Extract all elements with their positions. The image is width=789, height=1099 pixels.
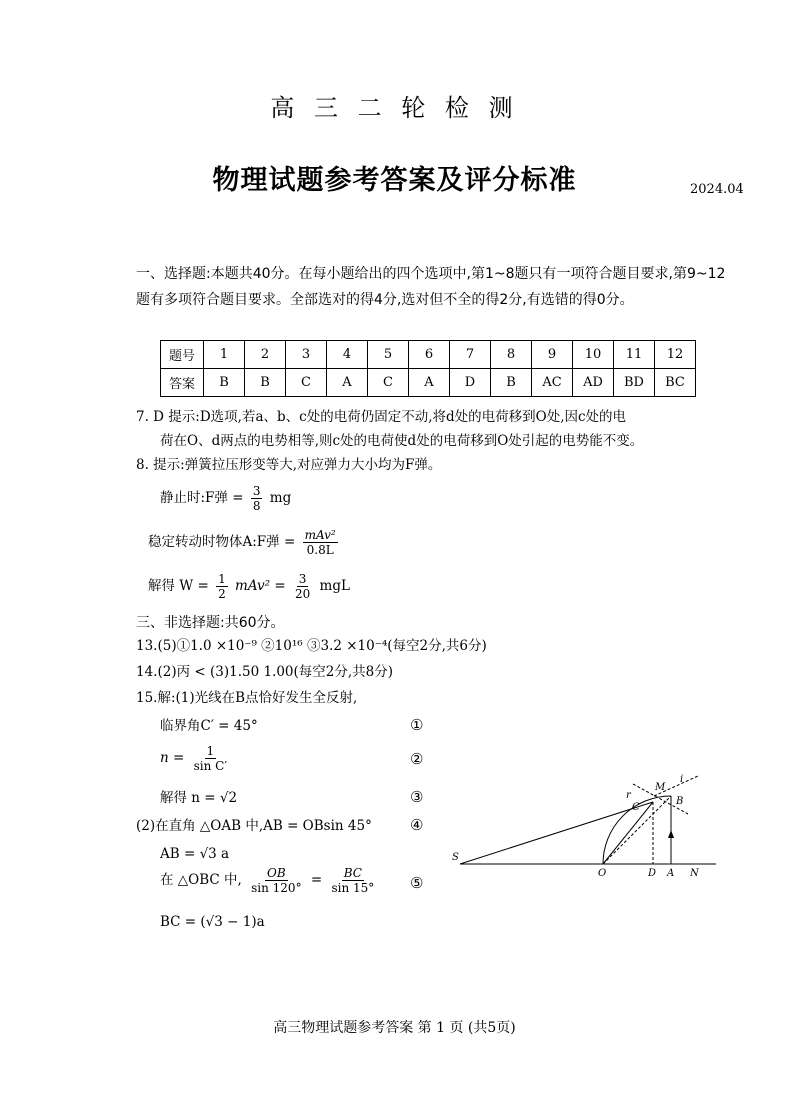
row-label-number: 题号	[161, 341, 204, 369]
fraction: $\frac{3}{20}$	[294, 572, 311, 601]
table-cell: AD	[573, 369, 614, 397]
table-cell: 2	[245, 341, 286, 369]
table-cell: 9	[532, 341, 573, 369]
q15-intro: 15.解:(1)光线在B点恰好发生全反射,	[136, 690, 358, 706]
mark-2: ②	[410, 750, 424, 768]
static-label: 静止时:F弹 =	[160, 490, 244, 506]
table-cell: C	[368, 369, 409, 397]
mark-1: ①	[410, 716, 424, 734]
fraction: $\frac{1}{2}$	[218, 572, 226, 601]
solution-mid: mAv² =	[235, 578, 286, 594]
q14-answer: 14.(2)丙 < (3)1.50 1.00(每空2分,共8分)	[136, 664, 394, 680]
fraction: $\frac{\text{mAv²}}{0.8L}$	[304, 528, 336, 557]
optics-diagram	[448, 770, 728, 882]
q7-line1: 7. D 提示:D选项,若a、b、c处的电荷仍固定不动,将d处的电荷移到O处,因c处的电	[136, 409, 627, 425]
q8-rotation-eq	[148, 528, 341, 557]
table-cell: D	[450, 369, 491, 397]
obc-law-of-sines: 在 △OBC 中, $\frac{OB}{\sin 120^\circ}$ = $\frac{BC}{\sin 15^\circ}$	[160, 866, 375, 895]
ab-value: AB = √3 a	[160, 846, 230, 862]
label-a: A	[667, 868, 675, 879]
q8-solution-eq	[148, 572, 350, 601]
refractive-index-eq: n = $\frac{1}{\text{sin C′}}$	[160, 744, 228, 773]
incident-ray	[460, 802, 653, 864]
label-b: B	[676, 796, 684, 807]
section1-intro: 一、选择题:本题共40分。在每小题给出的四个选项中,第1~8题只有一项符合题目要求,第9~12题有多项符合题目要求。全部选对的得4分,选对但不全的得2分,有选错的得0分。	[136, 266, 726, 308]
row-label-answer: 答案	[161, 369, 204, 397]
part2-ab-eq: (2)在直角 △OAB 中,AB = OBsin 45°	[136, 818, 372, 834]
q8-static-eq	[160, 484, 291, 513]
table-cell: A	[409, 369, 450, 397]
table-cell: 10	[573, 341, 614, 369]
fraction: $\frac{OB}{\sin 120^\circ}$	[251, 866, 302, 895]
table-cell: AC	[532, 369, 573, 397]
document-date: 2024.04	[690, 182, 744, 197]
table-cell: C	[286, 369, 327, 397]
fraction: $\frac{BC}{\sin 15^\circ}$	[331, 866, 375, 895]
label-o: O	[598, 868, 607, 879]
mark-3: ③	[410, 788, 424, 806]
label-c: C	[632, 802, 640, 813]
label-m: M	[655, 782, 666, 793]
table-cell: 1	[204, 341, 245, 369]
section3-title: 三、非选择题:共60分。	[136, 615, 285, 631]
q13-answer: 13.(5)①1.0 ×10⁻⁹ ②10¹⁶ ③3.2 ×10⁻⁴(每空2分,共6分)	[136, 638, 487, 654]
exam-title: 高 三 二 轮 检 测	[270, 94, 519, 122]
document-title: 物理试题参考答案及评分标准	[212, 165, 577, 196]
table-cell: BD	[614, 369, 655, 397]
fraction: $\frac{1}{\text{sin C′}}$	[193, 744, 228, 773]
label-s: S	[452, 852, 459, 863]
table-cell: 11	[614, 341, 655, 369]
rotation-label: 稳定转动时物体A:F弹 =	[148, 534, 296, 550]
table-cell: B	[204, 369, 245, 397]
static-unit: mg	[269, 490, 292, 506]
q7-line2: 荷在O、d两点的电势相等,则c处的电荷使d处的电荷移到O处引起的电势能不变。	[160, 433, 644, 449]
label-r: r	[626, 790, 631, 801]
table-cell: B	[491, 369, 532, 397]
solution-label: 解得 W =	[148, 578, 209, 594]
label-d: D	[648, 868, 657, 879]
table-cell: 8	[491, 341, 532, 369]
table-row-numbers	[161, 341, 696, 369]
table-cell: B	[245, 369, 286, 397]
arrow-up	[668, 830, 674, 838]
q8-line1: 8. 提示:弹簧拉压形变等大,对应弹力大小均为F弹。	[136, 457, 442, 473]
mark-4: ④	[410, 816, 424, 834]
critical-angle: 临界角C′ = 45°	[160, 718, 258, 734]
table-cell: 3	[286, 341, 327, 369]
table-cell: 5	[368, 341, 409, 369]
fraction: $\frac{3}{8}$	[252, 484, 261, 513]
answer-table	[160, 340, 696, 397]
label-i: i	[680, 774, 684, 785]
table-cell: BC	[655, 369, 696, 397]
label-n: N	[690, 868, 699, 879]
mark-5: ⑤	[410, 874, 424, 892]
table-cell: 12	[655, 341, 696, 369]
table-cell: 6	[409, 341, 450, 369]
bc-value: BC = (√3 − 1)a	[160, 914, 265, 930]
refractive-index-result: 解得 n = √2	[160, 790, 238, 806]
table-cell: A	[327, 369, 368, 397]
solution-unit: mgL	[319, 578, 350, 594]
table-cell: 4	[327, 341, 368, 369]
page-footer: 高三物理试题参考答案 第 1 页 (共5页)	[273, 1020, 516, 1036]
table-cell: 7	[450, 341, 491, 369]
table-row-answers	[161, 369, 696, 397]
